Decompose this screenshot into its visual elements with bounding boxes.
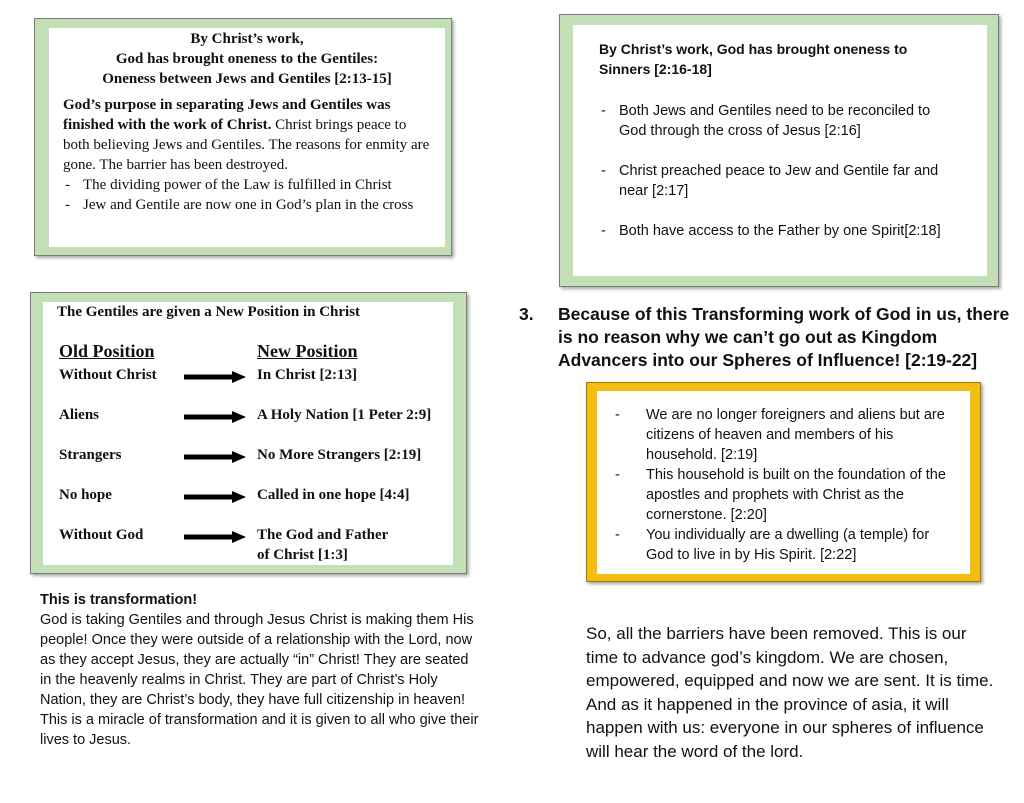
old-position: Without Christ xyxy=(59,367,157,383)
right-arrow-icon xyxy=(184,531,246,543)
new-position xyxy=(257,525,388,565)
new-position: No More Strangers [2:19] xyxy=(257,447,422,463)
oneness-sinners-title: By Christ’s work, God has brought oneness to Sinners [2:16-18] xyxy=(599,41,908,77)
oneness-gentiles-body xyxy=(63,95,431,215)
intro-bold: God’s purpose in separating Jews and Gentiles was finished with the work of Christ. xyxy=(63,97,391,133)
transformation-body: God is taking Gentiles and through Jesus Christ is making them His people! Once they were outside of a relationship with the Lord, now as they accept Jesus, they are actually “in” Christ! They are seated in the heavenly realms in Christ. They are part of Christ’s Holy Nation, they are Christ’s body, they have full citizenship in heaven! This is a miracle of transformation and it is given to all who give their lives to Jesus. xyxy=(40,612,479,748)
heading-line-1: By Christ’s work, xyxy=(190,31,304,47)
list-item: - The dividing power of the Law is fulfilled in Christ xyxy=(63,175,431,195)
new-position: A Holy Nation [1 Peter 2:9] xyxy=(257,407,432,423)
old-position-header: Old Position xyxy=(59,341,155,361)
new-position-panel xyxy=(43,302,453,565)
list-item: - Both Jews and Gentiles need to be reconciled to God through the cross of Jesus [2:16] xyxy=(599,101,961,141)
new-position: Called in one hope [4:4] xyxy=(257,487,410,503)
kingdom-panel xyxy=(597,391,970,574)
list-item: - We are no longer foreigners and aliens but are citizens of heaven and members of his household. [2:19] xyxy=(605,405,958,465)
oneness-sinners-box xyxy=(559,14,999,287)
intro-rest: Christ brings peace to both believing Jews and Gentiles. The reasons for enmity are gone. The barrier has been destroyed. xyxy=(63,117,430,173)
old-position: No hope xyxy=(59,487,112,503)
oneness-gentiles-panel xyxy=(49,28,445,247)
oneness-gentiles-box xyxy=(34,18,452,256)
oneness-sinners-list xyxy=(599,101,961,241)
oneness-gentiles-heading xyxy=(63,29,431,89)
kingdom-list xyxy=(605,405,958,565)
point-text: Because of this Transforming work of God in us, there is no reason why we can’t go out as Kingdom Advancers into our Spheres of Influence! [2:19-22] xyxy=(558,304,1010,370)
right-arrow-icon xyxy=(184,411,246,423)
old-position: Strangers xyxy=(59,447,122,463)
list-item: - Jew and Gentile are now one in God’s plan in the cross xyxy=(63,195,431,215)
closing-paragraph: So, all the barriers have been removed. This is our time to advance god’s kingdom. We are chosen, empowered, equipped and now we are sent. It is time. And as it happened in the province of asia, it will happen with us: everyone in our spheres of influence will hear the word of the lord. xyxy=(586,624,994,761)
new-position: In Christ [2:13] xyxy=(257,367,357,383)
list-item: - You individually are a dwelling (a temple) for God to live in by His Spirit. [2:22] xyxy=(605,525,958,565)
heading-line-2: God has brought oneness to the Gentiles: xyxy=(115,51,379,67)
new-position-box xyxy=(30,292,467,574)
right-arrow-icon xyxy=(184,491,246,503)
old-position: Aliens xyxy=(59,407,100,423)
point-number: 3. xyxy=(519,304,534,324)
right-arrow-icon xyxy=(184,451,246,463)
new-position-line-2: of Christ [1:3] xyxy=(257,547,348,563)
list-item: - This household is built on the foundation of the apostles and prophets with Christ as the cornerstone. [2:20] xyxy=(605,465,958,525)
transformation-section xyxy=(40,590,480,750)
new-position-header: New Position xyxy=(257,341,358,361)
heading-line-3: Oneness between Jews and Gentiles [2:13-15] xyxy=(102,71,392,87)
intro-paragraph xyxy=(63,95,431,175)
list-item: - Both have access to the Father by one Spirit[2:18] xyxy=(599,221,961,241)
right-arrow-icon xyxy=(184,371,246,383)
kingdom-box xyxy=(586,382,981,582)
oneness-sinners-panel xyxy=(573,25,987,276)
oneness-gentiles-list xyxy=(63,175,431,215)
transformation-title: This is transformation! xyxy=(40,592,198,608)
new-position-line-1: The God and Father xyxy=(257,527,389,543)
old-position: Without God xyxy=(59,527,144,543)
list-item: - Christ preached peace to Jew and Gentile far and near [2:17] xyxy=(599,161,961,201)
new-position-title: The Gentiles are given a New Position in Christ xyxy=(57,304,361,320)
